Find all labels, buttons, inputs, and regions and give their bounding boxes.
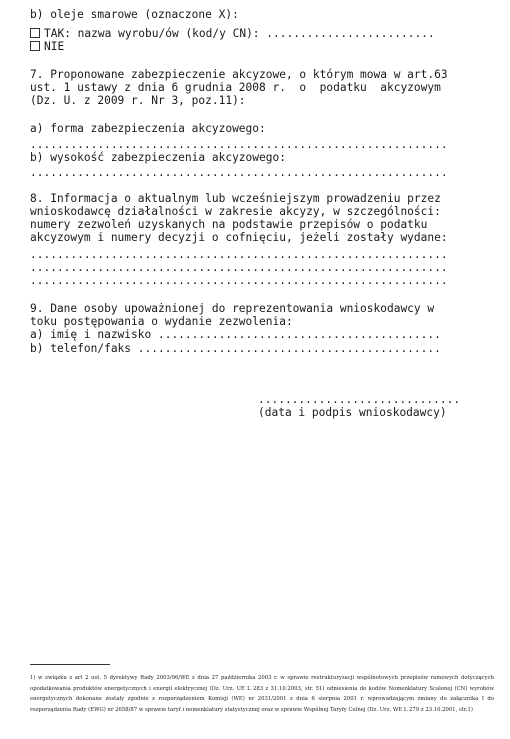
section-9-line-1: 9. Dane osoby upoważnionej do reprezentowania wnioskodawcy w: [30, 302, 435, 315]
footnote-text: 1) w związku z art 2 ust. 5 dyrektywy Rady 2003/96/WE z dnia 27 października 2003 r. w sprawie restrukturyzacji wspólnotowych przepisów ramowych dotyczących opodatkowania produktów energetycznych i energii elektrycznej (Dz. Urz. UE L 283 z 31.10.2003, str. 51) odniesienia do kodów Nomenklatury Scalonej (CN) wyrobów energetycznych dokonane zostały zgodnie z rozporządzeniem Komisji (WE) nr 2031/2001 z dnia 6 sierpnia 2001 r. wprowadzającym zmiany do załącznika I do rozporządzenia Rady (EWG) nr 2658/87 w sprawie taryf i nomenklatury statystycznej oraz w sprawie Wspólnej Taryfy Celnej (Dz. Urz. WE L 279 z 23.10.2001, str.1): [30, 675, 494, 713]
section-7-b: b) wysokość zabezpieczenia akcyzowego:: [30, 151, 286, 164]
section-9-name-field[interactable]: a) imię i nazwisko ..........................................: [30, 328, 441, 341]
section-8-line-2: wnioskodawcę działalności w zakresie akcyzy, w szczególności:: [30, 205, 441, 218]
oils-heading: b) oleje smarowe (oznaczone X):: [30, 8, 239, 21]
signature-dots[interactable]: ..............................: [258, 393, 461, 406]
option-tak: [30, 27, 495, 40]
checkbox-tak[interactable]: [30, 28, 40, 38]
section-7-a: a) forma zabezpieczenia akcyzowego:: [30, 122, 266, 135]
section-7-line-3: (Dz. U. z 2009 r. Nr 3, poz.11):: [30, 94, 246, 107]
section-8-dots-3[interactable]: ..............................................................: [30, 274, 448, 287]
section-9-phone-field[interactable]: b) telefon/faks .............................................: [30, 342, 441, 355]
footnote-divider: [30, 664, 110, 665]
section-7-b-dots[interactable]: ..............................................................: [30, 166, 448, 179]
section-8-line-4: akcyzowym i numery decyzji o cofnięciu, jeżeli zostały wydane:: [30, 231, 448, 244]
option-tak-label: TAK: nazwa wyrobu/ów (kod/y CN): .........................: [44, 27, 435, 40]
section-9-line-2: toku postępowania o wydanie zezwolenia:: [30, 315, 293, 328]
section-8-dots-2[interactable]: ..............................................................: [30, 261, 448, 274]
section-7-line-2: ust. 1 ustawy z dnia 6 grudnia 2008 r. o podatku akcyzowym: [30, 81, 441, 94]
option-nie: [30, 40, 495, 53]
section-7-a-dots[interactable]: ..............................................................: [30, 138, 448, 151]
section-7-line-1: 7. Proponowane zabezpieczenie akcyzowe, o którym mowa w art.63: [30, 68, 448, 81]
section-8-line-1: 8. Informacja o aktualnym lub wcześniejszym prowadzeniu przez: [30, 192, 441, 205]
signature-label: (data i podpis wnioskodawcy): [258, 406, 447, 419]
section-8-line-3: numery zezwoleń uzyskanych na podstawie przepisów o podatku: [30, 218, 428, 231]
option-nie-label: NIE: [44, 40, 65, 53]
checkbox-nie[interactable]: [30, 41, 40, 51]
section-8-dots-1[interactable]: ..............................................................: [30, 248, 448, 261]
